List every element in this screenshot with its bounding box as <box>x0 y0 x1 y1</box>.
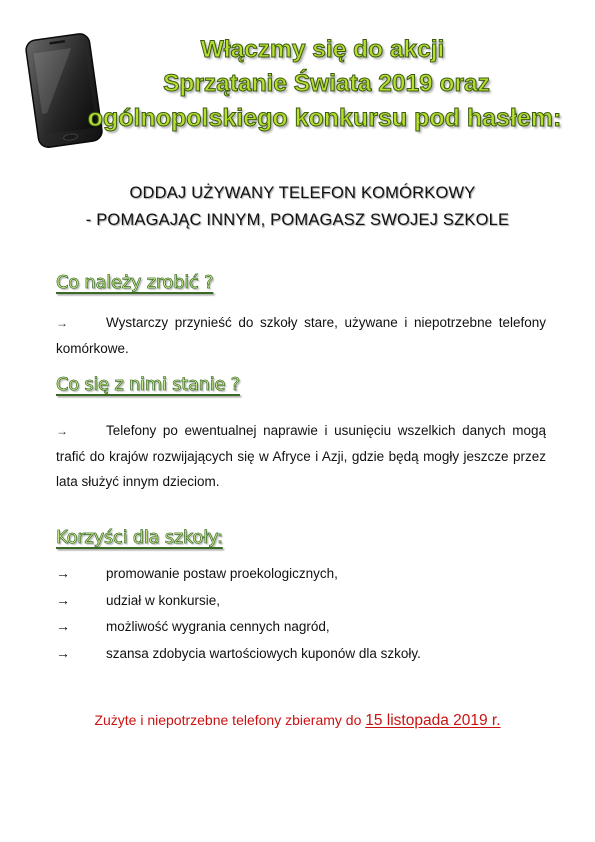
arrow-right-icon: → <box>56 618 70 634</box>
title-line-2: Sprzątanie Świata 2019 oraz <box>163 70 490 97</box>
arrow-right-icon: → <box>56 316 68 330</box>
list-item <box>56 613 556 640</box>
collection-deadline <box>0 712 595 730</box>
title-line-1: Włączmy się do akcji <box>200 36 445 63</box>
arrow-right-icon: → <box>56 644 70 661</box>
paragraph-text: Wystarczy przynieść do szkoły stare, używane i niepotrzebne telefony komórkowe. <box>56 315 546 356</box>
benefits-list <box>56 560 556 666</box>
section-what-happens-text <box>56 418 546 494</box>
list-item-text: szansa zdobycia wartościowych kuponów dla szkoły. <box>106 645 421 661</box>
deadline-date: 15 listopada 2019 r. <box>365 712 501 729</box>
list-item <box>56 560 556 587</box>
title-line-3: ogólnopolskiego konkursu pod hasłem: <box>87 104 562 132</box>
deadline-text: Zużyte i niepotrzebne telefony zbieramy do <box>94 712 366 728</box>
list-item-text: udział w konkursie, <box>106 592 221 608</box>
section-heading-what-happens: Co się z nimi stanie ? <box>56 374 240 395</box>
section-heading-what-to-do: Co należy zrobić ? <box>56 272 214 293</box>
list-item-text: możliwość wygrania cennych nagród, <box>106 619 330 634</box>
arrow-right-icon: → <box>56 565 70 581</box>
list-item <box>56 587 556 614</box>
list-item <box>56 640 556 667</box>
slogan-line-2: - POMAGAJĄC INNYM, POMAGASZ SWOJEJ SZKOLE <box>85 211 510 229</box>
list-item-text: promowanie postaw proekologicznych, <box>106 566 338 581</box>
arrow-right-icon: → <box>56 591 70 608</box>
paragraph-text: Telefony po ewentualnej naprawie i usunięciu wszelkich danych mogą trafić do krajów rozwijających się w Afryce i Azji, gdzie będą mogły jeszcze przez lata służyć innym dzieciom. <box>56 423 546 489</box>
slogan-line-1: ODDAJ UŻYWANY TELEFON KOMÓRKOWY <box>129 184 476 202</box>
section-heading-benefits: Korzyści dla szkoły: <box>56 527 223 548</box>
section-what-to-do-text <box>56 310 546 361</box>
slogan <box>0 180 595 234</box>
arrow-right-icon: → <box>56 424 68 438</box>
page-title <box>0 33 595 135</box>
